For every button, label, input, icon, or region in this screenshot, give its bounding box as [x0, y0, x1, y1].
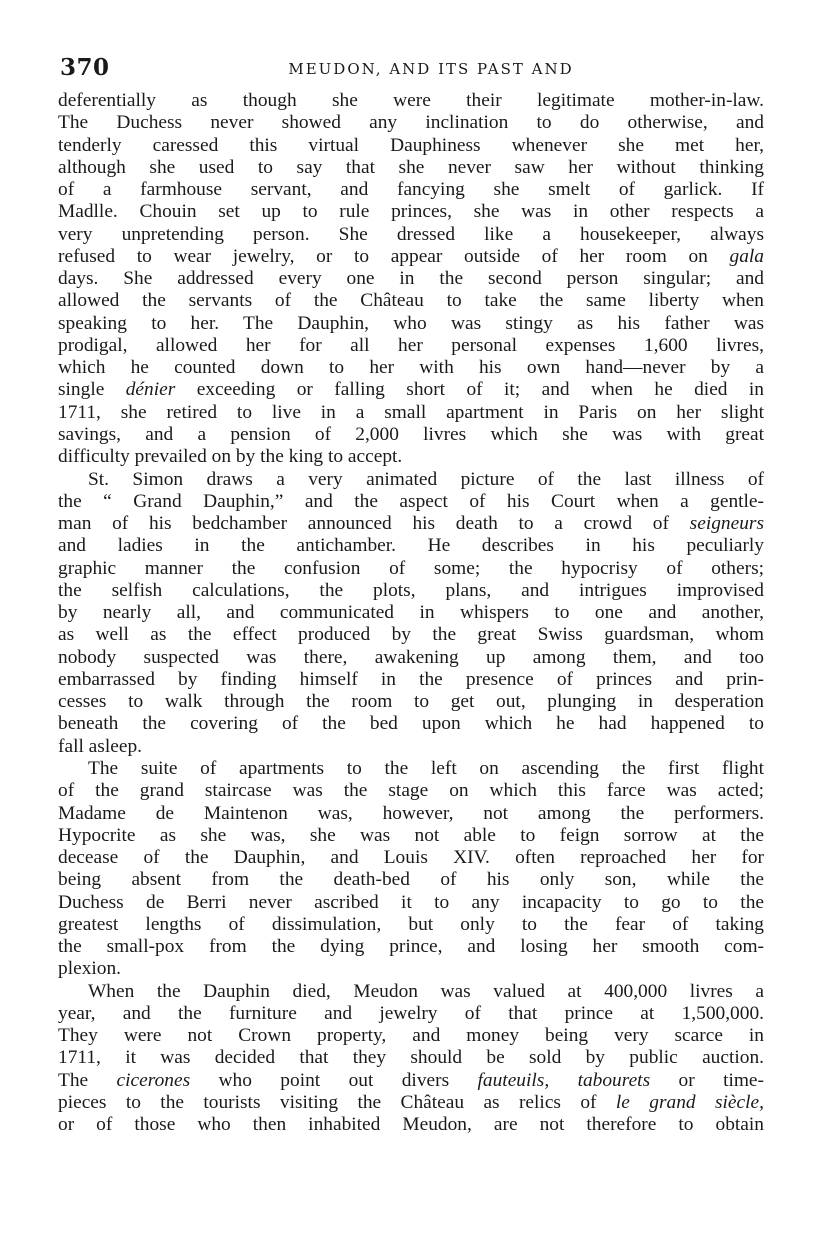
- text-run: The: [58, 1069, 117, 1091]
- text-line: [58, 402, 764, 424]
- text-line: [58, 1047, 764, 1069]
- text-run: cesses to walk through the room to get out, plunging in desperation: [58, 691, 764, 713]
- text-line: [58, 958, 764, 980]
- text-run: very unpretending person. She dressed like a housekeeper, always: [58, 223, 764, 245]
- text-line: [58, 624, 764, 646]
- italic-text: dénier: [125, 379, 176, 401]
- text-line: [58, 1003, 764, 1025]
- text-run: the “ Grand Dauphin,” and the aspect of his Court when a gentle-: [58, 490, 764, 512]
- text-line: [58, 713, 764, 735]
- text-run: The Duchess never showed any inclination to do otherwise, and: [58, 112, 764, 134]
- text-run: [549, 1070, 577, 1091]
- text-line: [58, 90, 764, 112]
- italic-text: gala: [729, 245, 764, 267]
- text-run: speaking to her. The Dauphin, who was stingy as his father was: [58, 312, 764, 334]
- text-run: the small-pox from the dying prince, and losing her smooth com-: [58, 936, 764, 958]
- text-run: although she used to say that she never saw her without thinking: [58, 156, 764, 178]
- text-run: 1711, it was decided that they should be sold by public auction.: [58, 1047, 764, 1069]
- text-line: [58, 446, 764, 468]
- text-run: fall asleep.: [58, 735, 142, 757]
- text-line: [58, 513, 764, 535]
- text-run: of a farmhouse servant, and fancying she smelt of garlick. If: [58, 179, 764, 201]
- text-line: [58, 135, 764, 157]
- text-run: refused to wear jewelry, or to appear outside of her room on: [58, 245, 730, 267]
- text-run: prodigal, allowed her for all her personal expenses 1,600 livres,: [58, 334, 764, 356]
- text-line: [58, 313, 764, 335]
- text-run: and ladies in the antichamber. He describes in his peculiarly: [58, 535, 764, 557]
- text-line: [58, 669, 764, 691]
- book-page: [58, 54, 764, 1136]
- text-line: [58, 558, 764, 580]
- italic-text: cicerones: [116, 1069, 191, 1091]
- text-run: difficulty prevailed on by the king to accept.: [58, 446, 403, 468]
- text-run: days. She addressed every one in the second person singular; and: [58, 268, 764, 290]
- text-run: deferentially as though she were their legitimate mother-in-law.: [58, 90, 764, 111]
- text-line: [58, 892, 764, 914]
- text-line: [58, 736, 764, 758]
- text-line: [58, 379, 764, 401]
- body-text: [58, 90, 764, 1136]
- text-line: [58, 869, 764, 891]
- text-run: by nearly all, and communicated in whispers to one and another,: [58, 602, 764, 624]
- text-run: of the grand staircase was the stage on which this farce was acted;: [58, 780, 764, 802]
- text-run: pieces to the tourists visiting the Château as relics of: [58, 1091, 616, 1113]
- text-run: or of those who then inhabited Meudon, are not therefore to obtain: [58, 1114, 764, 1136]
- text-line: [58, 491, 764, 513]
- text-line: [58, 981, 764, 1003]
- text-line: [58, 847, 764, 869]
- text-run: as well as the effect produced by the great Swiss guardsman, whom: [58, 624, 764, 646]
- text-line: [58, 357, 764, 379]
- text-line: [58, 780, 764, 802]
- text-line: [58, 201, 764, 223]
- text-run: Madame de Maintenon was, however, not among the performers.: [58, 802, 764, 824]
- text-line: [58, 602, 764, 624]
- text-run: which he counted down to her with his own hand—never by a: [58, 357, 764, 379]
- text-run: Hypocrite as she was, she was not able to feign sorrow at the: [58, 824, 764, 846]
- text-run: Madlle. Chouin set up to rule princes, she was in other respects a: [58, 201, 764, 223]
- text-run: St. Simon draws a very animated picture of the last illness of: [88, 468, 764, 490]
- text-run: They were not Crown property, and money being very scarce in: [58, 1025, 764, 1047]
- text-run: decease of the Dauphin, and Louis XIV. often reproached her for: [58, 847, 764, 869]
- page-header: [58, 54, 764, 90]
- text-line: [58, 1070, 764, 1092]
- text-run: single: [58, 379, 126, 401]
- text-run: greatest lengths of dissimulation, but only to the fear of taking: [58, 913, 764, 935]
- text-run: the selfish calculations, the plots, plans, and intrigues improvised: [58, 579, 764, 601]
- text-line: [58, 803, 764, 825]
- page-number: 370: [60, 54, 110, 81]
- text-line: [58, 268, 764, 290]
- text-run: beneath the covering of the bed upon which he had happened to: [58, 713, 764, 735]
- text-run: who point out divers: [190, 1069, 478, 1091]
- text-line: [58, 647, 764, 669]
- running-head: MEUDON, AND ITS PAST AND: [288, 60, 574, 78]
- text-run: or time-: [650, 1069, 764, 1091]
- text-line: [58, 936, 764, 958]
- italic-text: fauteuils,: [477, 1069, 550, 1091]
- italic-text: tabourets: [577, 1069, 651, 1091]
- text-line: [58, 157, 764, 179]
- text-line: [58, 1025, 764, 1047]
- text-run: plexion.: [58, 958, 122, 980]
- text-line: [58, 424, 764, 446]
- text-run: savings, and a pension of 2,000 livres which she was with great: [58, 423, 764, 445]
- text-run: being absent from the death-bed of his only son, while the: [58, 869, 764, 891]
- text-line: [58, 1092, 764, 1114]
- text-line: [58, 335, 764, 357]
- text-run: exceeding or falling short of it; and when he died in: [175, 379, 764, 401]
- text-run: year, and the furniture and jewelry of that prince at 1,500,000.: [58, 1002, 764, 1024]
- italic-text: le grand siècle,: [615, 1091, 764, 1113]
- text-run: 1711, she retired to live in a small apartment in Paris on her slight: [58, 401, 764, 423]
- text-line: [58, 246, 764, 268]
- text-line: [58, 224, 764, 246]
- text-line: [58, 580, 764, 602]
- text-line: [58, 290, 764, 312]
- text-run: When the Dauphin died, Meudon was valued at 400,000 livres a: [88, 980, 764, 1002]
- text-run: nobody suspected was there, awakening up among them, and too: [58, 646, 764, 668]
- text-run: Duchess de Berri never ascribed it to any incapacity to go to the: [58, 891, 764, 913]
- text-line: [58, 914, 764, 936]
- text-line: [58, 179, 764, 201]
- text-line: [58, 825, 764, 847]
- text-run: The suite of apartments to the left on ascending the first flight: [88, 757, 764, 779]
- text-line: [58, 691, 764, 713]
- text-run: embarrassed by finding himself in the presence of princes and prin-: [58, 668, 764, 690]
- text-run: graphic manner the confusion of some; the hypocrisy of others;: [58, 557, 764, 579]
- text-line: [58, 535, 764, 557]
- text-line: [58, 1114, 764, 1136]
- italic-text: seigneurs: [689, 513, 764, 535]
- text-run: allowed the servants of the Château to take the same liberty when: [58, 290, 764, 312]
- text-run: man of his bedchamber announced his death to a crowd of: [58, 513, 690, 535]
- text-line: [58, 112, 764, 134]
- text-line: [58, 469, 764, 491]
- text-line: [58, 758, 764, 780]
- text-run: tenderly caressed this virtual Dauphiness whenever she met her,: [58, 134, 764, 156]
